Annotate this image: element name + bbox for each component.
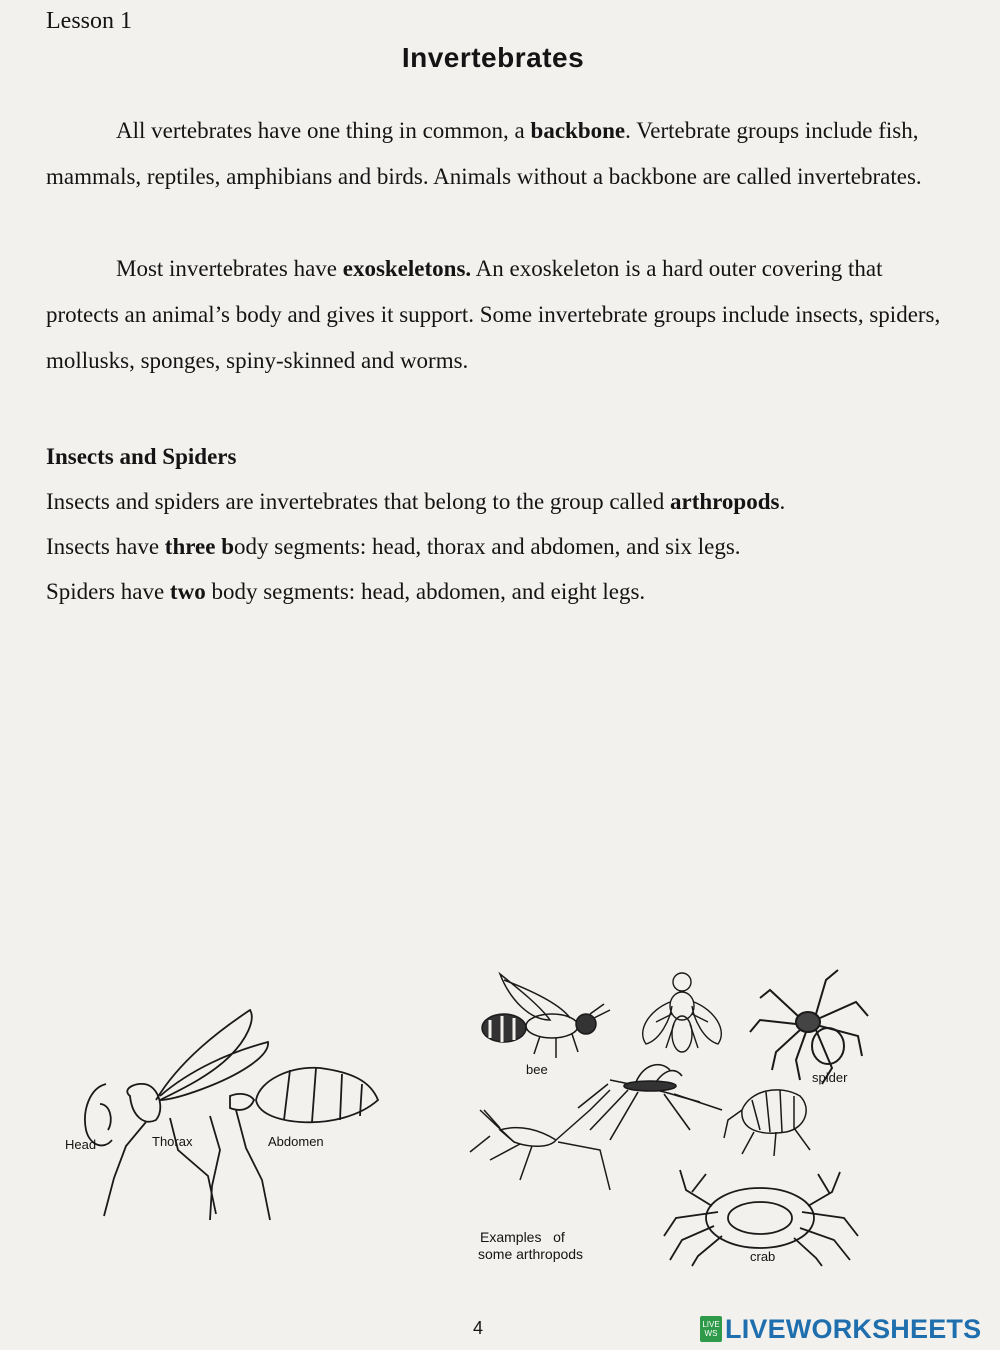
paragraph-vertebrates	[46, 108, 946, 200]
text-run: . Vertebrate groups include fish, mammals, reptiles, amphibians and birds. Animals without a backbone are called invertebrates.	[46, 118, 922, 189]
top-illustrations	[0, 640, 1000, 910]
brand-badge-bottom: WS	[704, 1329, 718, 1338]
arthropod-examples	[460, 960, 880, 1270]
examples-caption-line-2: some arthropods	[478, 1246, 584, 1262]
text-run: All vertebrates have one thing in common, a	[116, 118, 531, 143]
bee-label: bee	[526, 1062, 548, 1077]
section-insects-spiders	[46, 434, 966, 614]
ant-illustration	[85, 1010, 378, 1220]
brand-badge-top: LIVE	[702, 1320, 720, 1329]
crab-label: crab	[750, 1249, 776, 1264]
text-run: .	[779, 489, 786, 514]
spider-example-label: spider	[812, 1070, 848, 1085]
text-run: body segments: head, abdomen, and eight legs.	[205, 579, 646, 604]
ant-label-head: Head	[65, 1137, 97, 1152]
grasshopper-illustration	[470, 1090, 610, 1190]
section-heading: Insects and Spiders	[46, 444, 237, 469]
flea-illustration	[724, 1090, 810, 1156]
brand-badge-icon	[700, 1316, 722, 1342]
page-number: 4	[472, 1318, 483, 1338]
examples-caption-line-1: Examples of	[480, 1229, 565, 1245]
text-run: Insects and spiders are invertebrates that belong to the group called	[46, 489, 670, 514]
ant-diagram	[60, 1000, 400, 1230]
bold-term-two: two	[169, 579, 206, 604]
ant-label-abdomen: Abdomen	[268, 1134, 324, 1149]
section-line-1	[46, 479, 966, 524]
mosquito-illustration	[578, 1065, 722, 1140]
text-run: ody segments: head, thorax and abdomen, and six legs.	[234, 534, 741, 559]
text-run: Spiders have	[46, 579, 170, 604]
text-run: Insects have	[46, 534, 165, 559]
bee-illustration	[482, 974, 610, 1058]
spider-example-illustration	[750, 970, 868, 1084]
section-line-2	[46, 524, 966, 569]
brand-text: LIVEWORKSHEETS	[725, 1313, 982, 1344]
paragraph-exoskeletons	[46, 246, 946, 384]
text-run: An exoskeleton is a hard outer covering that protects an animal’s body and gives it support. Some invertebrate groups include insects, spiders, mollusks, sponges, spiny-skinned and worms.	[46, 256, 941, 373]
bold-term-arthropods: arthropods	[669, 489, 780, 514]
fly-illustration	[643, 973, 722, 1052]
text-run: Most invertebrates have	[116, 256, 343, 281]
bold-term-backbone: backbone	[530, 118, 626, 143]
lesson-label: Lesson 1	[46, 8, 132, 34]
bold-term-three: three b	[164, 534, 234, 559]
ant-label-thorax: Thorax	[152, 1134, 193, 1149]
liveworksheets-logo[interactable]	[700, 1312, 996, 1346]
bold-term-exoskeletons: exoskeletons.	[342, 256, 472, 281]
page-title: Invertebrates	[401, 42, 585, 73]
section-line-3	[46, 569, 966, 614]
